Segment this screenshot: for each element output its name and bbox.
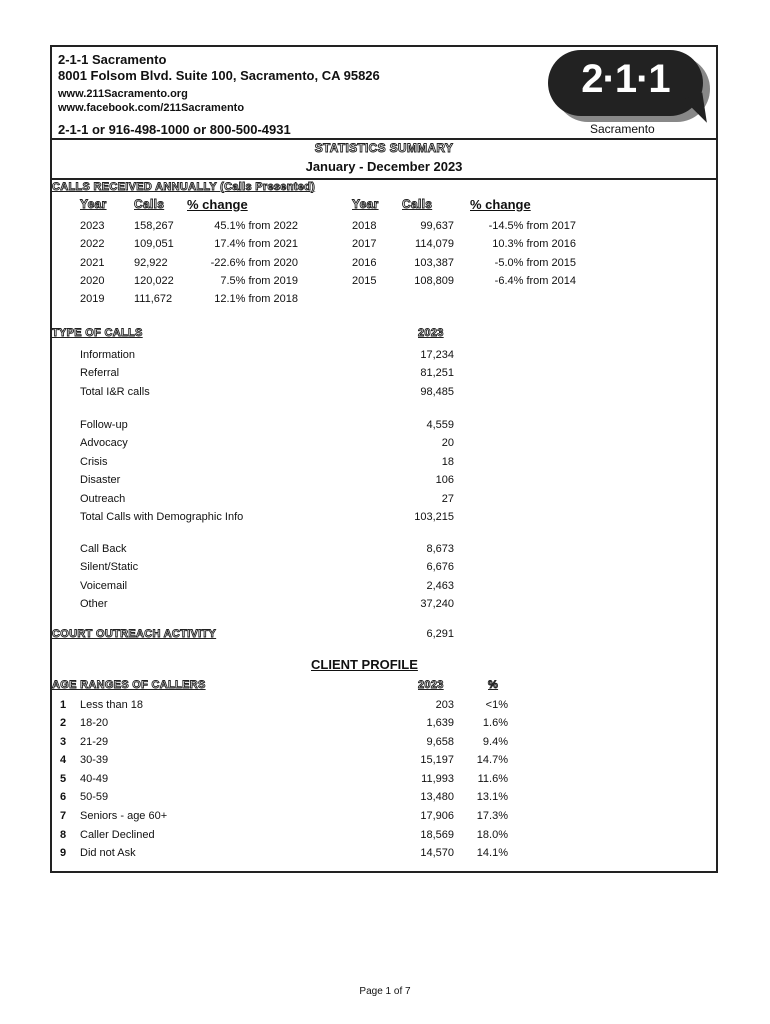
age-row-number: 1	[60, 699, 67, 711]
header-divider	[50, 138, 718, 140]
age-ranges-year: 2023	[418, 679, 444, 691]
call-type-value: 2,463	[426, 580, 454, 592]
age-row-value: 9,658	[426, 736, 454, 748]
client-profile-heading: CLIENT PROFILE	[311, 657, 418, 672]
age-row-pct: 17.3%	[476, 810, 508, 822]
logo-211: 2·1·1	[581, 57, 670, 101]
age-row-number: 8	[60, 829, 67, 841]
age-row-label: Caller Declined	[80, 829, 155, 841]
annual-change: 10.3% from 2016	[492, 238, 576, 250]
age-row-value: 17,906	[420, 810, 454, 822]
annual-year: 2017	[352, 238, 377, 250]
org-address: 8001 Folsom Blvd. Suite 100, Sacramento, CA 95826	[58, 68, 380, 83]
annual-year: 2018	[352, 220, 377, 232]
annual-change: -14.5% from 2017	[488, 220, 576, 232]
annual-calls: 99,637	[420, 220, 454, 232]
age-row-value: 203	[435, 699, 454, 711]
age-row-pct: 9.4%	[482, 736, 508, 748]
call-type-value: 37,240	[420, 598, 454, 610]
annual-change: 45.1% from 2022	[214, 220, 298, 232]
annual-calls: 114,079	[415, 238, 454, 250]
age-row-number: 7	[60, 810, 67, 822]
age-row-number: 3	[60, 736, 67, 748]
call-type-value: 8,673	[426, 543, 454, 555]
annual-calls: 108,809	[414, 275, 454, 287]
age-row-label: Seniors - age 60+	[80, 810, 168, 822]
age-row-label: Did not Ask	[80, 847, 136, 859]
col-year-left: Year	[80, 197, 107, 211]
col-calls-right: Calls	[402, 197, 433, 211]
annual-year: 2015	[352, 275, 377, 287]
logo-city: Sacramento	[590, 122, 655, 136]
col-change-left: % change	[187, 197, 248, 212]
call-type-value: 20	[441, 437, 454, 449]
title-divider	[50, 178, 718, 180]
call-type-label: Disaster	[80, 474, 121, 486]
age-row-value: 18,569	[420, 829, 454, 841]
call-type-label: Follow-up	[80, 419, 128, 431]
call-type-value: 81,251	[420, 367, 454, 379]
age-row-pct: 18.0%	[476, 829, 508, 841]
website-link[interactable]: www.211Sacramento.org	[58, 88, 188, 100]
col-calls-left: Calls	[134, 197, 165, 211]
annual-year: 2023	[80, 220, 105, 232]
age-row-pct: 11.6%	[477, 773, 508, 785]
annual-change: -22.6% from 2020	[210, 257, 298, 269]
annual-calls: 111,672	[134, 293, 173, 305]
age-row-value: 11,993	[421, 773, 454, 785]
annual-change: -6.4% from 2014	[494, 275, 576, 287]
call-type-value: 17,234	[420, 349, 454, 361]
age-row-label: 18-20	[80, 717, 109, 729]
col-change-right: % change	[470, 197, 531, 212]
org-name: 2-1-1 Sacramento	[58, 52, 167, 67]
age-row-value: 13,480	[420, 791, 454, 803]
age-row-value: 14,570	[420, 847, 454, 859]
annual-calls: 109,051	[134, 238, 174, 250]
age-row-label: Less than 18	[80, 699, 143, 711]
summary-title: STATISTICS SUMMARY	[314, 141, 454, 155]
annual-calls: 120,022	[134, 275, 174, 287]
annual-year: 2016	[352, 257, 377, 269]
calls-annually-heading: CALLS RECEIVED ANNUALLY (Calls Presented)	[52, 181, 316, 193]
call-type-label: Crisis	[80, 456, 108, 468]
call-type-label: Referral	[80, 367, 120, 379]
age-row-number: 4	[60, 754, 67, 766]
age-row-label: 50-59	[80, 791, 109, 803]
court-outreach-value: 6,291	[426, 628, 454, 640]
age-row-label: 30-39	[80, 754, 109, 766]
phone-numbers: 2-1-1 or 916-498-1000 or 800-500-4931	[58, 122, 291, 137]
call-type-label: Call Back	[80, 543, 127, 555]
annual-change: 7.5% from 2019	[220, 275, 298, 287]
age-row-label: 40-49	[80, 773, 109, 785]
type-of-calls-heading: TYPE OF CALLS	[52, 327, 143, 339]
call-type-label: Outreach	[80, 493, 126, 505]
age-row-number: 5	[60, 773, 67, 785]
annual-change: -5.0% from 2015	[494, 257, 576, 269]
call-type-value: 98,485	[420, 386, 454, 398]
page-number: Page 1 of 7	[359, 986, 411, 997]
age-row-pct: 14.7%	[476, 754, 508, 766]
age-row-pct: 1.6%	[482, 717, 508, 729]
col-year-right: Year	[352, 197, 379, 211]
age-row-pct: <1%	[485, 699, 508, 711]
call-type-value: 106	[435, 474, 454, 486]
court-outreach-heading: COURT OUTREACH ACTIVITY	[52, 628, 217, 640]
age-row-pct: 13.1%	[476, 791, 508, 803]
age-row-label: 21-29	[80, 736, 109, 748]
age-row-value: 15,197	[420, 754, 454, 766]
summary-period: January - December 2023	[305, 159, 463, 174]
annual-year: 2020	[80, 275, 105, 287]
call-type-label: Information	[80, 349, 136, 361]
call-type-label: Voicemail	[80, 580, 128, 592]
call-type-label: Total I&R calls	[80, 386, 150, 398]
call-type-value: 103,215	[414, 511, 454, 523]
age-row-number: 2	[60, 717, 67, 729]
annual-year: 2021	[80, 257, 105, 269]
annual-change: 17.4% from 2021	[214, 238, 298, 250]
call-type-label: Advocacy	[80, 437, 128, 449]
type-of-calls-year: 2023	[418, 327, 444, 339]
call-type-value: 27	[441, 493, 454, 505]
call-type-label: Other	[80, 598, 108, 610]
age-row-pct: 14.1%	[476, 847, 508, 859]
facebook-link[interactable]: www.facebook.com/211Sacramento	[58, 102, 245, 114]
age-ranges-heading: AGE RANGES OF CALLERS	[52, 679, 206, 691]
annual-change: 12.1% from 2018	[214, 293, 298, 305]
age-row-number: 6	[60, 791, 67, 803]
call-type-value: 18	[441, 456, 454, 468]
age-row-value: 1,639	[426, 717, 454, 729]
call-type-label: Total Calls with Demographic Info	[80, 511, 244, 523]
annual-year: 2022	[80, 238, 105, 250]
annual-year: 2019	[80, 293, 105, 305]
call-type-value: 4,559	[426, 419, 454, 431]
call-type-value: 6,676	[426, 561, 454, 573]
call-type-label: Silent/Static	[80, 561, 139, 573]
age-ranges-pct-header: %	[488, 679, 499, 691]
age-row-number: 9	[60, 847, 67, 859]
annual-calls: 92,922	[134, 257, 168, 269]
annual-calls: 158,267	[134, 220, 174, 232]
annual-calls: 103,387	[414, 257, 454, 269]
